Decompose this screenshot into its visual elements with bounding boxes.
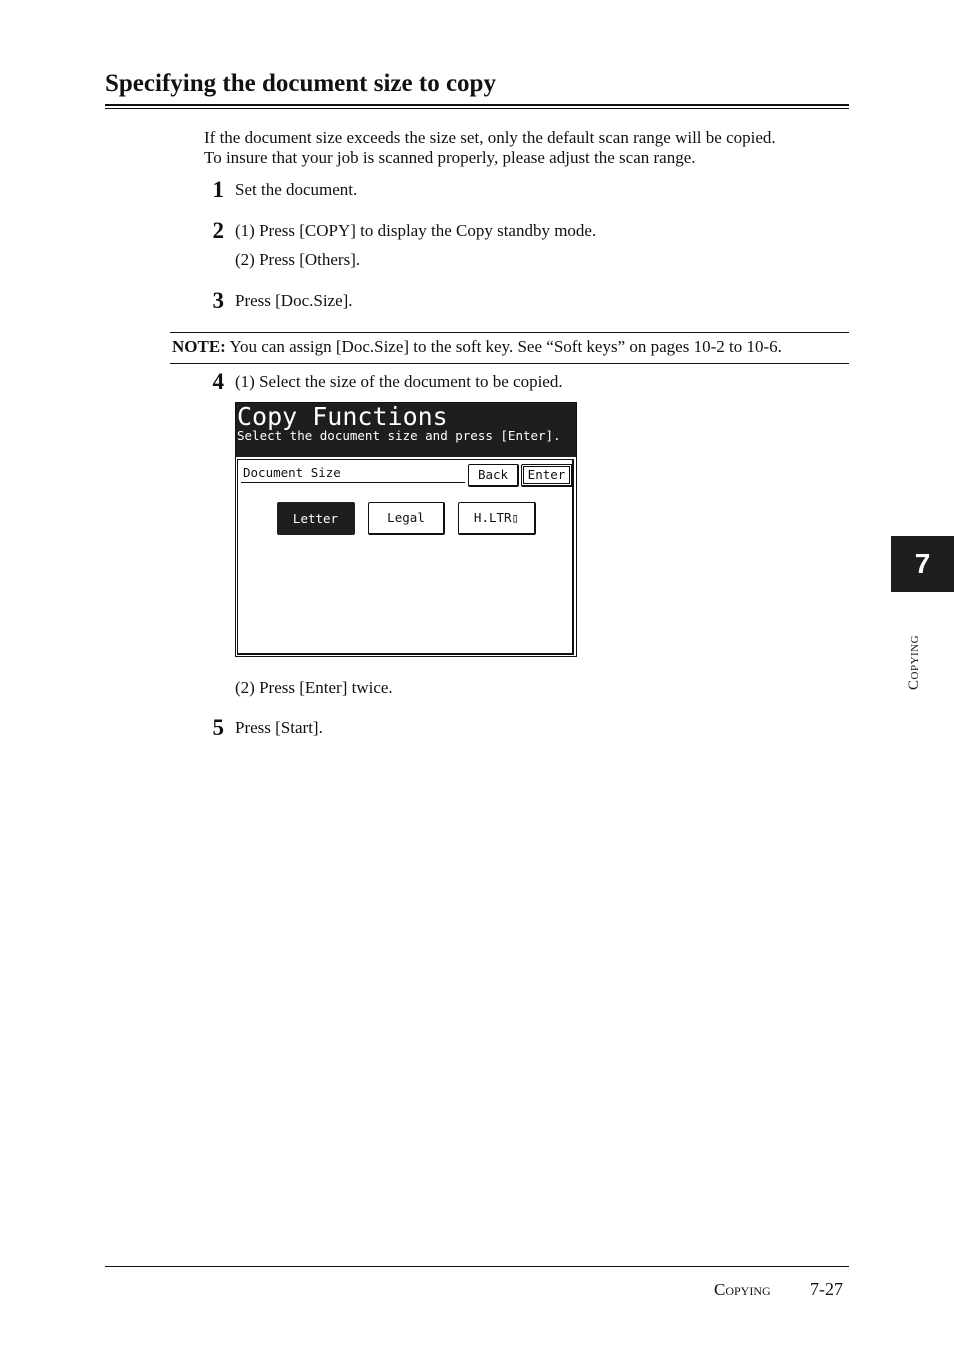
step-number: 4 (212, 369, 224, 394)
chapter-section-label: Copying (906, 634, 922, 690)
size-option-half-letter[interactable]: H.LTR▯ (458, 502, 536, 535)
title-rule-thin (105, 108, 849, 109)
note-rule-bottom (170, 363, 849, 364)
step-number: 2 (212, 218, 224, 243)
lcd-subtitle: Select the document size and press [Enter]. (237, 428, 561, 443)
enter-button[interactable]: Enter (521, 464, 573, 487)
note-label: NOTE: (172, 337, 226, 356)
title-rule (105, 104, 849, 106)
step-number: 5 (212, 715, 224, 740)
step-text: (1) Select the size of the document to be copied. (235, 372, 563, 391)
back-button[interactable]: Back (468, 464, 519, 487)
size-option-legal[interactable]: Legal (368, 502, 445, 535)
lcd-title: Copy Functions (237, 402, 448, 431)
chapter-tab: 7 (891, 536, 954, 592)
step-text: (2) Press [Enter] twice. (235, 678, 393, 697)
footer-rule (105, 1266, 849, 1267)
step-text: Press [Doc.Size]. (235, 291, 353, 310)
footer-section: Copying (714, 1280, 771, 1299)
lcd-screen (235, 402, 577, 657)
intro-line: If the document size exceeds the size set, only the default scan range will be copied. (204, 128, 776, 147)
note (172, 337, 782, 357)
page-title: Specifying the document size to copy (105, 70, 496, 97)
step-number: 1 (212, 177, 224, 202)
intro-line: To insure that your job is scanned properly, please adjust the scan range. (204, 148, 696, 167)
note-rule-top (170, 332, 849, 333)
intro-paragraph (204, 128, 776, 168)
step-text: (2) Press [Others]. (235, 250, 361, 269)
step-number: 3 (212, 288, 224, 313)
page-number: 7-27 (810, 1279, 843, 1299)
step-text: Press [Start]. (235, 718, 323, 737)
lcd-header (236, 403, 576, 457)
note-text: You can assign [Doc.Size] to the soft key. See “Soft keys” on pages 10-2 to 10-6. (229, 337, 782, 356)
step-text: Set the document. (235, 180, 358, 199)
label-underline (241, 482, 465, 483)
step-text: (1) Press [COPY] to display the Copy standby mode. (235, 221, 597, 240)
document-size-label: Document Size (243, 465, 341, 480)
lcd-body (237, 459, 574, 655)
size-option-letter[interactable]: Letter (277, 502, 355, 535)
